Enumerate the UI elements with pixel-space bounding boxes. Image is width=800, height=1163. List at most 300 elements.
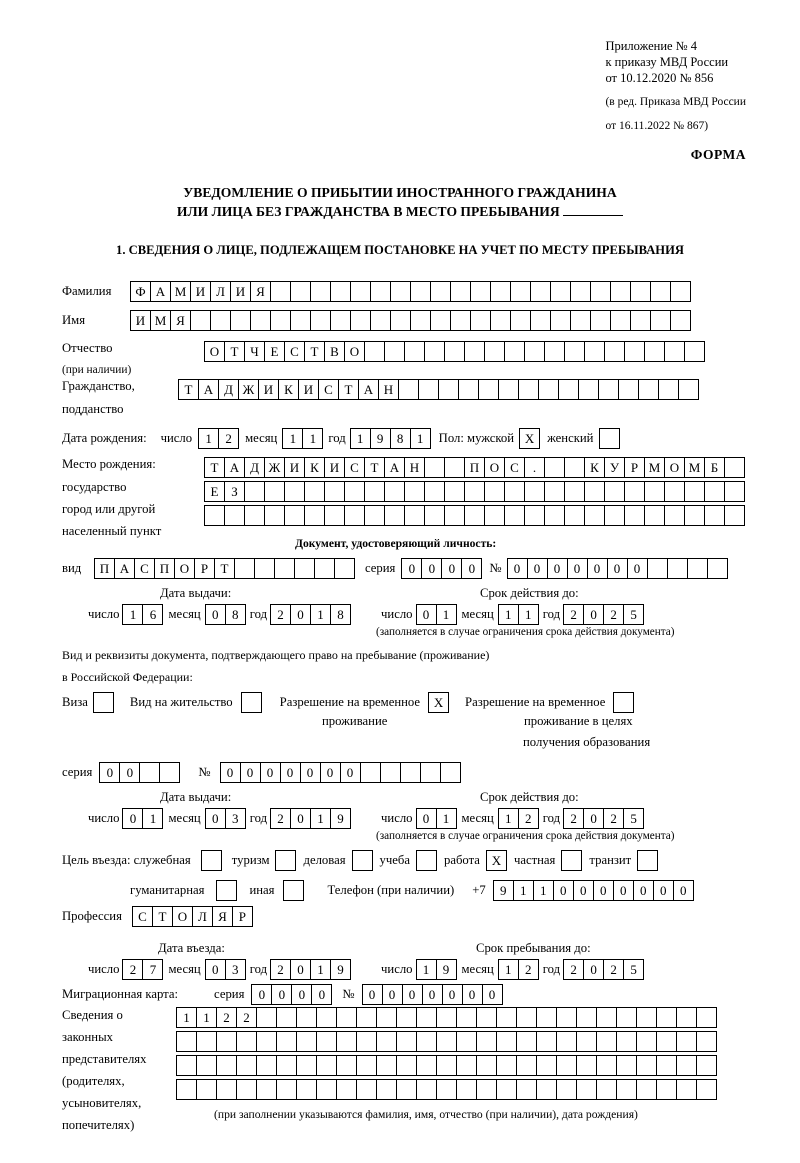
legalrep4-cell-24[interactable] — [636, 1079, 657, 1100]
phone-cell-10[interactable]: 0 — [673, 880, 694, 901]
legalrep1-cell-21[interactable] — [576, 1007, 597, 1028]
legalrep4-cell-27[interactable] — [696, 1079, 717, 1100]
legalrep3-cell-17[interactable] — [496, 1055, 517, 1076]
sex-female-checkbox[interactable] — [599, 428, 620, 449]
legalrep3-cell-18[interactable] — [516, 1055, 537, 1076]
legalrep4-cell-20[interactable] — [556, 1079, 577, 1100]
citizenship-cell-17[interactable] — [498, 379, 519, 400]
iddoc-number-cell-3[interactable]: 0 — [547, 558, 568, 579]
name-cell-22[interactable] — [550, 310, 571, 331]
legalrep2-cell-10[interactable] — [356, 1031, 377, 1052]
birthplace2-cell-4[interactable] — [264, 481, 285, 502]
permit-number-cell-3[interactable]: 0 — [260, 762, 281, 783]
birthplace1-cell-25[interactable]: М — [684, 457, 705, 478]
legalrep1-cell-13[interactable] — [416, 1007, 437, 1028]
legalrep3-cell-2[interactable] — [196, 1055, 217, 1076]
legalrep2-cell-19[interactable] — [536, 1031, 557, 1052]
permit-number-cell-2[interactable]: 0 — [240, 762, 261, 783]
birthplace1-cell-21[interactable]: У — [604, 457, 625, 478]
visa-checkbox[interactable] — [93, 692, 114, 713]
birthplace3-cell-10[interactable] — [384, 505, 405, 526]
iddoc-valid-month-cell-1[interactable]: 1 — [498, 604, 519, 625]
name-input[interactable] — [130, 310, 691, 331]
birthplace2-cell-9[interactable] — [364, 481, 385, 502]
legalrep4-cell-14[interactable] — [436, 1079, 457, 1100]
stay-year-cell-2[interactable]: 0 — [583, 959, 604, 980]
iddoc-number-input[interactable] — [507, 558, 728, 579]
purpose-transit-checkbox[interactable] — [637, 850, 658, 871]
permit-issue-month-cell-2[interactable]: 3 — [225, 808, 246, 829]
name-cell-9[interactable] — [290, 310, 311, 331]
surname-cell-16[interactable] — [430, 281, 451, 302]
iddoc-series-input[interactable] — [401, 558, 482, 579]
surname-cell-17[interactable] — [450, 281, 471, 302]
permit-valid-day-cell-1[interactable]: 0 — [416, 808, 437, 829]
birthplace2-cell-11[interactable] — [404, 481, 425, 502]
legalrep3-cell-19[interactable] — [536, 1055, 557, 1076]
stay-month-cell-2[interactable]: 2 — [518, 959, 539, 980]
surname-cell-4[interactable]: И — [190, 281, 211, 302]
entry-month-cell-2[interactable]: 3 — [225, 959, 246, 980]
surname-cell-13[interactable] — [370, 281, 391, 302]
birthplace3-cell-21[interactable] — [604, 505, 625, 526]
name-cell-8[interactable] — [270, 310, 291, 331]
migration-series-input[interactable] — [251, 984, 332, 1005]
entry-year-cell-4[interactable]: 9 — [330, 959, 351, 980]
migration-series-cell-3[interactable]: 0 — [291, 984, 312, 1005]
phone-cell-9[interactable]: 0 — [653, 880, 674, 901]
birthplace1-cell-3[interactable]: Д — [244, 457, 265, 478]
birthplace1-cell-12[interactable] — [424, 457, 445, 478]
legalrep1-cell-26[interactable] — [676, 1007, 697, 1028]
iddoc-series-cell-2[interactable]: 0 — [421, 558, 442, 579]
iddoc-valid-day-cell-1[interactable]: 0 — [416, 604, 437, 625]
name-cell-26[interactable] — [630, 310, 651, 331]
surname-cell-12[interactable] — [350, 281, 371, 302]
legalrep3-cell-9[interactable] — [336, 1055, 357, 1076]
permit-valid-day-cell-2[interactable]: 1 — [436, 808, 457, 829]
birth-day-cell-2[interactable]: 2 — [218, 428, 239, 449]
birthplace2-cell-1[interactable]: Е — [204, 481, 225, 502]
patronymic-cell-17[interactable] — [524, 341, 545, 362]
surname-cell-3[interactable]: М — [170, 281, 191, 302]
entry-month-input[interactable] — [205, 959, 246, 980]
legalrep4-cell-11[interactable] — [376, 1079, 397, 1100]
patronymic-cell-24[interactable] — [664, 341, 685, 362]
legalrep2-cell-20[interactable] — [556, 1031, 577, 1052]
iddoc-kind-cell-4[interactable]: П — [154, 558, 175, 579]
stay-day-cell-2[interactable]: 9 — [436, 959, 457, 980]
legalrep2-cell-7[interactable] — [296, 1031, 317, 1052]
profession-cell-5[interactable]: Я — [212, 906, 233, 927]
name-cell-6[interactable] — [230, 310, 251, 331]
permit-number-cell-12[interactable] — [440, 762, 461, 783]
birthplace1-cell-5[interactable]: И — [284, 457, 305, 478]
legalrep3-cell-14[interactable] — [436, 1055, 457, 1076]
birthplace2-cell-5[interactable] — [284, 481, 305, 502]
birthplace3-cell-20[interactable] — [584, 505, 605, 526]
legalrep1-cell-1[interactable]: 1 — [176, 1007, 197, 1028]
name-cell-4[interactable] — [190, 310, 211, 331]
legalrep4-cell-25[interactable] — [656, 1079, 677, 1100]
patronymic-cell-13[interactable] — [444, 341, 465, 362]
profession-cell-2[interactable]: Т — [152, 906, 173, 927]
iddoc-kind-cell-9[interactable] — [254, 558, 275, 579]
citizenship-cell-24[interactable] — [638, 379, 659, 400]
patronymic-cell-3[interactable]: Ч — [244, 341, 265, 362]
patronymic-cell-23[interactable] — [644, 341, 665, 362]
iddoc-issue-month-cell-1[interactable]: 0 — [205, 604, 226, 625]
legalrep4-cell-3[interactable] — [216, 1079, 237, 1100]
residence-permit-checkbox[interactable] — [241, 692, 262, 713]
name-cell-7[interactable] — [250, 310, 271, 331]
citizenship-cell-12[interactable] — [398, 379, 419, 400]
legalrep2-cell-25[interactable] — [656, 1031, 677, 1052]
entry-year-input[interactable] — [270, 959, 351, 980]
legalrep3-cell-7[interactable] — [296, 1055, 317, 1076]
birthplace2-cell-6[interactable] — [304, 481, 325, 502]
name-cell-19[interactable] — [490, 310, 511, 331]
birthplace2-cell-13[interactable] — [444, 481, 465, 502]
permit-number-cell-7[interactable]: 0 — [340, 762, 361, 783]
iddoc-valid-year-cell-2[interactable]: 0 — [583, 604, 604, 625]
surname-cell-8[interactable] — [270, 281, 291, 302]
surname-cell-27[interactable] — [650, 281, 671, 302]
legalrep2-cell-26[interactable] — [676, 1031, 697, 1052]
patronymic-cell-18[interactable] — [544, 341, 565, 362]
legalrep1-cell-25[interactable] — [656, 1007, 677, 1028]
migration-number-cell-3[interactable]: 0 — [402, 984, 423, 1005]
surname-cell-7[interactable]: Я — [250, 281, 271, 302]
birthplace1-cell-2[interactable]: А — [224, 457, 245, 478]
birthplace2-cell-20[interactable] — [584, 481, 605, 502]
iddoc-valid-year-cell-3[interactable]: 2 — [603, 604, 624, 625]
stay-month-cell-1[interactable]: 1 — [498, 959, 519, 980]
iddoc-issue-month-cell-2[interactable]: 8 — [225, 604, 246, 625]
surname-cell-26[interactable] — [630, 281, 651, 302]
legalrep4-cell-5[interactable] — [256, 1079, 277, 1100]
legalrep3-cell-25[interactable] — [656, 1055, 677, 1076]
patronymic-cell-15[interactable] — [484, 341, 505, 362]
entry-month-cell-1[interactable]: 0 — [205, 959, 226, 980]
birthplace3-cell-8[interactable] — [344, 505, 365, 526]
birthplace3-cell-9[interactable] — [364, 505, 385, 526]
citizenship-input[interactable] — [178, 379, 699, 400]
permit-issue-month-input[interactable] — [205, 808, 246, 829]
migration-number-cell-7[interactable]: 0 — [482, 984, 503, 1005]
permit-series-cell-3[interactable] — [139, 762, 160, 783]
birthplace3-cell-23[interactable] — [644, 505, 665, 526]
birthplace2-cell-17[interactable] — [524, 481, 545, 502]
migration-number-cell-2[interactable]: 0 — [382, 984, 403, 1005]
permit-number-cell-5[interactable]: 0 — [300, 762, 321, 783]
legalrep3-cell-11[interactable] — [376, 1055, 397, 1076]
profession-cell-6[interactable]: Р — [232, 906, 253, 927]
legalrep4-cell-18[interactable] — [516, 1079, 537, 1100]
birth-month-input[interactable] — [282, 428, 323, 449]
patronymic-cell-7[interactable]: В — [324, 341, 345, 362]
permit-valid-month-input[interactable] — [498, 808, 539, 829]
permit-series-cell-1[interactable]: 0 — [99, 762, 120, 783]
birthplace2-cell-16[interactable] — [504, 481, 525, 502]
migration-series-cell-1[interactable]: 0 — [251, 984, 272, 1005]
migration-number-cell-1[interactable]: 0 — [362, 984, 383, 1005]
legalrep-input-2[interactable] — [176, 1031, 717, 1052]
legalrep1-cell-18[interactable] — [516, 1007, 537, 1028]
citizenship-cell-20[interactable] — [558, 379, 579, 400]
patronymic-cell-21[interactable] — [604, 341, 625, 362]
phone-cell-3[interactable]: 1 — [533, 880, 554, 901]
legalrep4-cell-1[interactable] — [176, 1079, 197, 1100]
migration-number-cell-6[interactable]: 0 — [462, 984, 483, 1005]
birthplace1-cell-15[interactable]: О — [484, 457, 505, 478]
legalrep4-cell-16[interactable] — [476, 1079, 497, 1100]
birthplace-input-1[interactable] — [204, 457, 745, 478]
patronymic-cell-10[interactable] — [384, 341, 405, 362]
birthplace-input-2[interactable] — [204, 481, 745, 502]
birthplace3-cell-16[interactable] — [504, 505, 525, 526]
surname-cell-24[interactable] — [590, 281, 611, 302]
birthplace3-cell-14[interactable] — [464, 505, 485, 526]
legalrep2-cell-4[interactable] — [236, 1031, 257, 1052]
citizenship-cell-9[interactable]: Т — [338, 379, 359, 400]
citizenship-cell-18[interactable] — [518, 379, 539, 400]
legalrep1-cell-23[interactable] — [616, 1007, 637, 1028]
legalrep4-cell-4[interactable] — [236, 1079, 257, 1100]
legalrep2-cell-5[interactable] — [256, 1031, 277, 1052]
legalrep4-cell-23[interactable] — [616, 1079, 637, 1100]
phone-cell-8[interactable]: 0 — [633, 880, 654, 901]
entry-year-cell-3[interactable]: 1 — [310, 959, 331, 980]
birthplace-input-3[interactable] — [204, 505, 745, 526]
birthplace2-cell-8[interactable] — [344, 481, 365, 502]
legalrep1-cell-19[interactable] — [536, 1007, 557, 1028]
migration-number-cell-5[interactable]: 0 — [442, 984, 463, 1005]
legalrep1-cell-22[interactable] — [596, 1007, 617, 1028]
legalrep1-cell-12[interactable] — [396, 1007, 417, 1028]
phone-cell-4[interactable]: 0 — [553, 880, 574, 901]
birthplace2-cell-25[interactable] — [684, 481, 705, 502]
legalrep4-cell-15[interactable] — [456, 1079, 477, 1100]
stay-year-cell-3[interactable]: 2 — [603, 959, 624, 980]
name-cell-2[interactable]: М — [150, 310, 171, 331]
name-cell-28[interactable] — [670, 310, 691, 331]
legalrep3-cell-23[interactable] — [616, 1055, 637, 1076]
iddoc-issue-day-input[interactable] — [122, 604, 163, 625]
legalrep1-cell-16[interactable] — [476, 1007, 497, 1028]
legalrep3-cell-6[interactable] — [276, 1055, 297, 1076]
surname-cell-25[interactable] — [610, 281, 631, 302]
legalrep4-cell-17[interactable] — [496, 1079, 517, 1100]
permit-issue-year-cell-3[interactable]: 1 — [310, 808, 331, 829]
birthplace1-cell-8[interactable]: С — [344, 457, 365, 478]
legalrep2-cell-9[interactable] — [336, 1031, 357, 1052]
permit-series-cell-4[interactable] — [159, 762, 180, 783]
birthplace3-cell-24[interactable] — [664, 505, 685, 526]
citizenship-cell-25[interactable] — [658, 379, 679, 400]
citizenship-cell-3[interactable]: Д — [218, 379, 239, 400]
citizenship-cell-6[interactable]: К — [278, 379, 299, 400]
citizenship-cell-22[interactable] — [598, 379, 619, 400]
birthplace2-cell-15[interactable] — [484, 481, 505, 502]
migration-series-cell-4[interactable]: 0 — [311, 984, 332, 1005]
name-cell-14[interactable] — [390, 310, 411, 331]
patronymic-cell-25[interactable] — [684, 341, 705, 362]
permit-series-input[interactable] — [99, 762, 180, 783]
birthplace3-cell-5[interactable] — [284, 505, 305, 526]
birthplace3-cell-15[interactable] — [484, 505, 505, 526]
citizenship-cell-15[interactable] — [458, 379, 479, 400]
iddoc-kind-cell-5[interactable]: О — [174, 558, 195, 579]
legalrep1-cell-17[interactable] — [496, 1007, 517, 1028]
legalrep1-cell-8[interactable] — [316, 1007, 337, 1028]
name-cell-16[interactable] — [430, 310, 451, 331]
legalrep3-cell-10[interactable] — [356, 1055, 377, 1076]
birthplace1-cell-13[interactable] — [444, 457, 465, 478]
purpose-service-checkbox[interactable] — [201, 850, 222, 871]
legalrep3-cell-22[interactable] — [596, 1055, 617, 1076]
birthplace1-cell-22[interactable]: Р — [624, 457, 645, 478]
birthplace2-cell-10[interactable] — [384, 481, 405, 502]
name-cell-18[interactable] — [470, 310, 491, 331]
iddoc-kind-cell-12[interactable] — [314, 558, 335, 579]
permit-number-cell-10[interactable] — [400, 762, 421, 783]
citizenship-cell-23[interactable] — [618, 379, 639, 400]
iddoc-kind-cell-2[interactable]: А — [114, 558, 135, 579]
legalrep2-cell-22[interactable] — [596, 1031, 617, 1052]
name-cell-13[interactable] — [370, 310, 391, 331]
permit-issue-year-cell-1[interactable]: 2 — [270, 808, 291, 829]
surname-cell-11[interactable] — [330, 281, 351, 302]
name-cell-5[interactable] — [210, 310, 231, 331]
entry-day-cell-1[interactable]: 2 — [122, 959, 143, 980]
birthplace3-cell-1[interactable] — [204, 505, 225, 526]
legalrep1-cell-4[interactable]: 2 — [236, 1007, 257, 1028]
iddoc-issue-month-input[interactable] — [205, 604, 246, 625]
legalrep1-cell-27[interactable] — [696, 1007, 717, 1028]
birthplace1-cell-17[interactable]: . — [524, 457, 545, 478]
legalrep3-cell-16[interactable] — [476, 1055, 497, 1076]
birthplace3-cell-13[interactable] — [444, 505, 465, 526]
permit-issue-day-cell-2[interactable]: 1 — [142, 808, 163, 829]
permit-number-cell-1[interactable]: 0 — [220, 762, 241, 783]
legalrep2-cell-24[interactable] — [636, 1031, 657, 1052]
purpose-humanitarian-checkbox[interactable] — [216, 880, 237, 901]
legalrep3-cell-4[interactable] — [236, 1055, 257, 1076]
name-cell-10[interactable] — [310, 310, 331, 331]
phone-cell-6[interactable]: 0 — [593, 880, 614, 901]
entry-day-cell-2[interactable]: 7 — [142, 959, 163, 980]
citizenship-cell-26[interactable] — [678, 379, 699, 400]
iddoc-valid-month-input[interactable] — [498, 604, 539, 625]
phone-cell-1[interactable]: 9 — [493, 880, 514, 901]
permit-number-cell-9[interactable] — [380, 762, 401, 783]
iddoc-number-cell-10[interactable] — [687, 558, 708, 579]
patronymic-cell-16[interactable] — [504, 341, 525, 362]
legalrep2-cell-21[interactable] — [576, 1031, 597, 1052]
surname-cell-15[interactable] — [410, 281, 431, 302]
surname-input[interactable] — [130, 281, 691, 302]
patronymic-input[interactable] — [204, 341, 705, 362]
iddoc-issue-year-cell-4[interactable]: 8 — [330, 604, 351, 625]
legalrep2-cell-18[interactable] — [516, 1031, 537, 1052]
legalrep-input-3[interactable] — [176, 1055, 717, 1076]
legalrep2-cell-15[interactable] — [456, 1031, 477, 1052]
iddoc-kind-cell-7[interactable]: Т — [214, 558, 235, 579]
surname-cell-21[interactable] — [530, 281, 551, 302]
citizenship-cell-14[interactable] — [438, 379, 459, 400]
surname-cell-6[interactable]: И — [230, 281, 251, 302]
birthplace2-cell-14[interactable] — [464, 481, 485, 502]
permit-issue-day-cell-1[interactable]: 0 — [122, 808, 143, 829]
purpose-private-checkbox[interactable] — [561, 850, 582, 871]
iddoc-number-cell-1[interactable]: 0 — [507, 558, 528, 579]
birthplace1-cell-10[interactable]: А — [384, 457, 405, 478]
birthplace3-cell-17[interactable] — [524, 505, 545, 526]
name-cell-25[interactable] — [610, 310, 631, 331]
birthplace1-cell-18[interactable] — [544, 457, 565, 478]
birthplace1-cell-23[interactable]: М — [644, 457, 665, 478]
migration-number-input[interactable] — [362, 984, 503, 1005]
phone-cell-5[interactable]: 0 — [573, 880, 594, 901]
entry-year-cell-1[interactable]: 2 — [270, 959, 291, 980]
iddoc-issue-year-cell-3[interactable]: 1 — [310, 604, 331, 625]
birthplace2-cell-26[interactable] — [704, 481, 725, 502]
legalrep2-cell-6[interactable] — [276, 1031, 297, 1052]
legalrep4-cell-22[interactable] — [596, 1079, 617, 1100]
legalrep1-cell-11[interactable] — [376, 1007, 397, 1028]
name-cell-27[interactable] — [650, 310, 671, 331]
legalrep3-cell-24[interactable] — [636, 1055, 657, 1076]
birthplace2-cell-24[interactable] — [664, 481, 685, 502]
permit-valid-year-cell-1[interactable]: 2 — [563, 808, 584, 829]
permit-number-cell-8[interactable] — [360, 762, 381, 783]
iddoc-valid-day-input[interactable] — [416, 604, 457, 625]
legalrep1-cell-5[interactable] — [256, 1007, 277, 1028]
legalrep2-cell-8[interactable] — [316, 1031, 337, 1052]
iddoc-valid-day-cell-2[interactable]: 1 — [436, 604, 457, 625]
name-cell-15[interactable] — [410, 310, 431, 331]
legalrep2-cell-11[interactable] — [376, 1031, 397, 1052]
iddoc-number-cell-7[interactable]: 0 — [627, 558, 648, 579]
legalrep4-cell-2[interactable] — [196, 1079, 217, 1100]
birth-year-cell-4[interactable]: 1 — [410, 428, 431, 449]
iddoc-issue-day-cell-2[interactable]: 6 — [142, 604, 163, 625]
birthplace3-cell-18[interactable] — [544, 505, 565, 526]
legalrep3-cell-12[interactable] — [396, 1055, 417, 1076]
birthplace3-cell-4[interactable] — [264, 505, 285, 526]
surname-cell-18[interactable] — [470, 281, 491, 302]
birthplace3-cell-25[interactable] — [684, 505, 705, 526]
legalrep-input-4[interactable] — [176, 1079, 717, 1100]
iddoc-issue-year-cell-2[interactable]: 0 — [290, 604, 311, 625]
iddoc-issue-year-cell-1[interactable]: 2 — [270, 604, 291, 625]
stay-month-input[interactable] — [498, 959, 539, 980]
iddoc-kind-cell-10[interactable] — [274, 558, 295, 579]
birthplace2-cell-18[interactable] — [544, 481, 565, 502]
legalrep4-cell-9[interactable] — [336, 1079, 357, 1100]
iddoc-series-cell-3[interactable]: 0 — [441, 558, 462, 579]
legalrep4-cell-8[interactable] — [316, 1079, 337, 1100]
patronymic-cell-22[interactable] — [624, 341, 645, 362]
purpose-other-checkbox[interactable] — [283, 880, 304, 901]
purpose-study-checkbox[interactable] — [416, 850, 437, 871]
iddoc-series-cell-1[interactable]: 0 — [401, 558, 422, 579]
legalrep2-cell-1[interactable] — [176, 1031, 197, 1052]
legalrep1-cell-20[interactable] — [556, 1007, 577, 1028]
birthplace1-cell-11[interactable]: Н — [404, 457, 425, 478]
legalrep1-cell-7[interactable] — [296, 1007, 317, 1028]
